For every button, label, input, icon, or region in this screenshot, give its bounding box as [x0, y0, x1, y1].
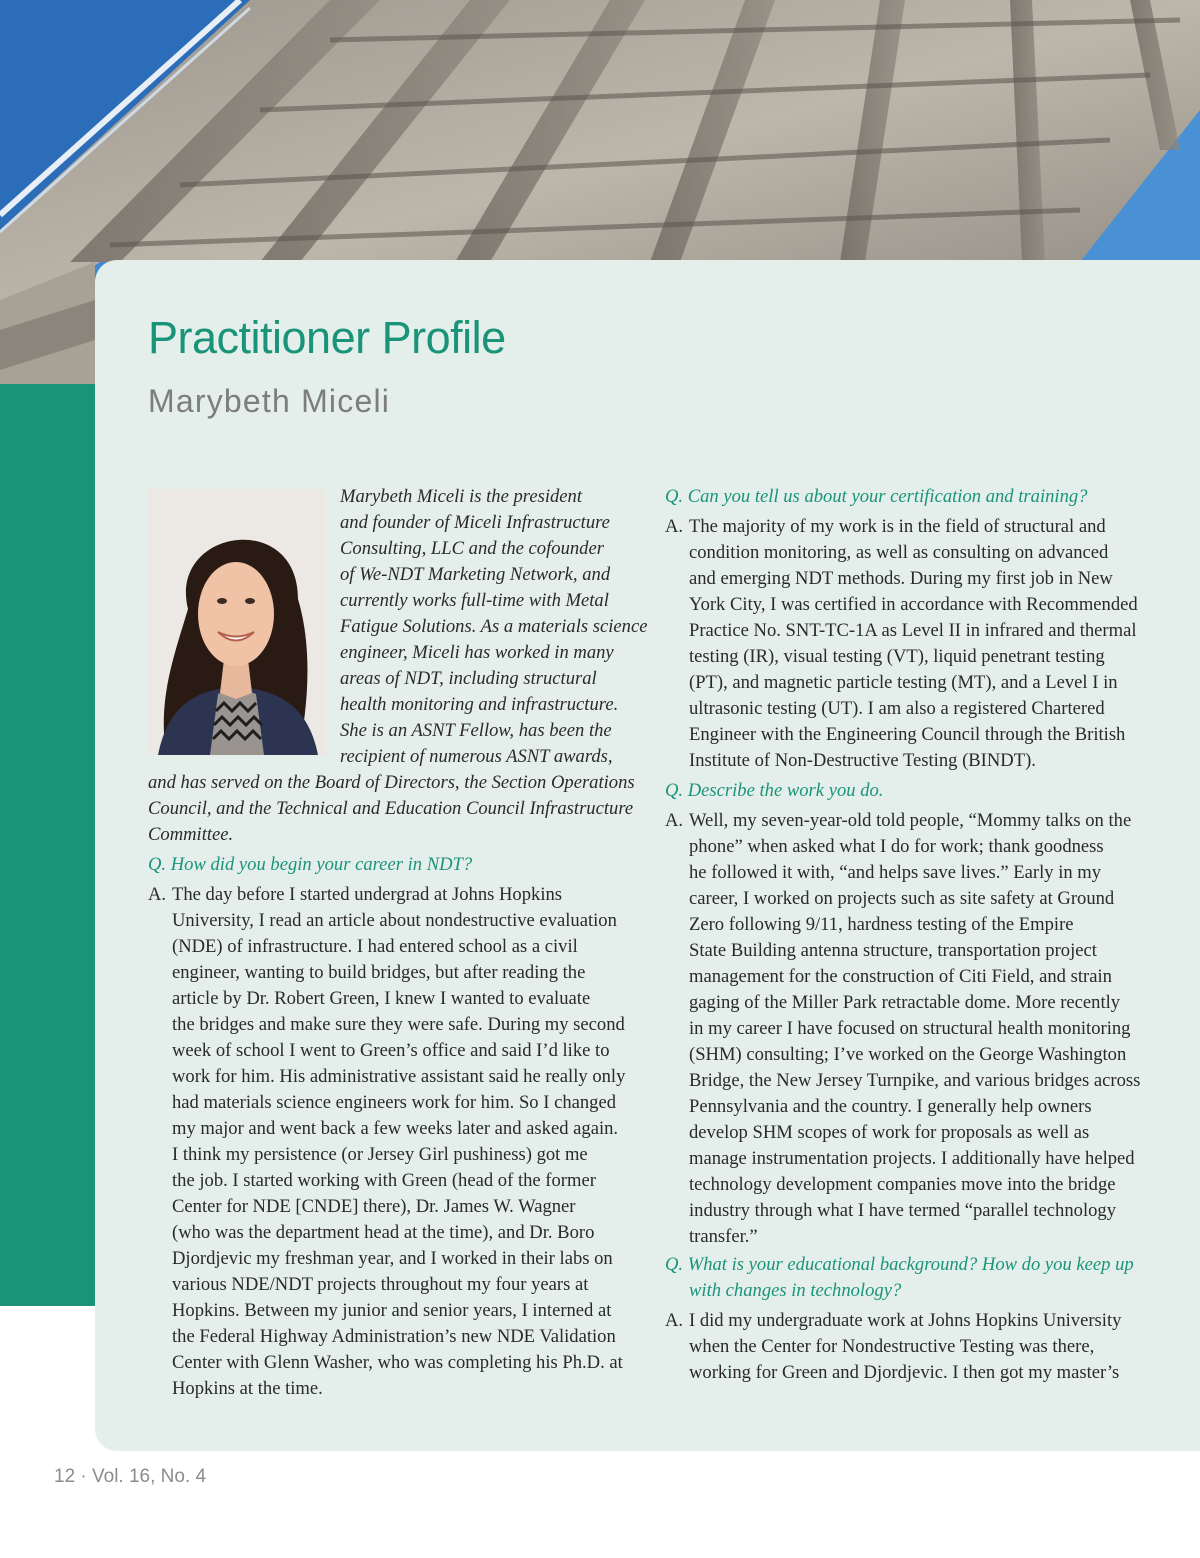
answer-line: ultrasonic testing (UT). I am also a registered Chartered: [689, 698, 1105, 719]
answer-line: the bridges and make sure they were safe. During my second: [172, 1014, 625, 1035]
answer-line: Well, my seven-year-old told people, “Mommy talks on the: [689, 810, 1132, 831]
answer-line: industry through what I have termed “parallel technology: [689, 1200, 1117, 1221]
answer-line: he followed it with, “and helps save lives.” Early in my: [689, 862, 1102, 883]
answer-line: working for Green and Djordjevic. I then got my master’s: [689, 1362, 1120, 1383]
bio-line: health monitoring and infrastructure.: [340, 694, 619, 715]
answer-line: condition monitoring, as well as consulting on advanced: [689, 542, 1109, 563]
bio-line: of We-NDT Marketing Network, and: [340, 564, 611, 585]
answer-marker: A.: [665, 810, 684, 831]
bio-line: currently works full-time with Metal: [340, 590, 609, 611]
answer-line: I did my undergraduate work at Johns Hopkins University: [689, 1310, 1122, 1331]
answer-line: when the Center for Nondestructive Testing was there,: [689, 1336, 1095, 1357]
answer-marker: A.: [148, 884, 167, 905]
answer-line: develop SHM scopes of work for proposals as well as: [689, 1122, 1090, 1143]
answer-line: Engineer with the Engineering Council through the British: [689, 724, 1126, 745]
answer-line: Hopkins at the time.: [172, 1378, 323, 1399]
answer-line: York City, I was certified in accordance with Recommended: [689, 594, 1138, 615]
answer-line: management for the construction of Citi Field, and strain: [689, 966, 1112, 987]
answer-line: (NDE) of infrastructure. I had entered school as a civil: [172, 936, 578, 957]
bio-line: Fatigue Solutions. As a materials science: [340, 616, 648, 637]
answer-marker: A.: [665, 1310, 684, 1331]
answer-line: The majority of my work is in the field of structural and: [689, 516, 1106, 537]
bio-line: recipient of numerous ASNT awards,: [340, 746, 613, 767]
question-education: with changes in technology?: [689, 1280, 902, 1301]
answer-line: work for him. His administrative assistant said he really only: [172, 1066, 626, 1087]
answer-line: University, I read an article about nondestructive evaluation: [172, 910, 617, 931]
bio-line: She is an ASNT Fellow, has been the: [340, 720, 612, 741]
answer-line: career, I worked on projects such as site safety at Ground: [689, 888, 1115, 909]
answer-line: testing (IR), visual testing (VT), liquid penetrant testing: [689, 646, 1105, 667]
answer-line: in my career I have focused on structural health monitoring: [689, 1018, 1131, 1039]
answer-line: the Federal Highway Administration’s new NDE Validation: [172, 1326, 616, 1347]
answer-line: article by Dr. Robert Green, I knew I wanted to evaluate: [172, 988, 591, 1009]
answer-line: had materials science engineers work for him. So I changed: [172, 1092, 617, 1113]
answer-line: Practice No. SNT-TC-1A as Level II in infrared and thermal: [689, 620, 1137, 641]
answer-line: technology development companies move into the bridge: [689, 1174, 1116, 1195]
answer-line: Pennsylvania and the country. I generally help owners: [689, 1096, 1092, 1117]
answer-line: week of school I went to Green’s office and said I’d like to: [172, 1040, 610, 1061]
answer-line: I think my persistence (or Jersey Girl pushiness) got me: [172, 1144, 588, 1165]
answer-line: Center for NDE [CNDE] there), Dr. James W. Wagner: [172, 1196, 576, 1217]
answer-line: The day before I started undergrad at Johns Hopkins: [172, 884, 563, 905]
answer-line: (who was the department head at the time), and Dr. Boro: [172, 1222, 595, 1243]
bio-line: Council, and the Technical and Education Council Infrastructure: [148, 798, 634, 819]
page-folio: 12 · Vol. 16, No. 4: [54, 1466, 207, 1487]
profile-name: Marybeth Miceli: [148, 383, 391, 419]
answer-line: phone” when asked what I do for work; thank goodness: [689, 836, 1104, 857]
bio-line: areas of NDT, including structural: [340, 668, 597, 689]
bio-line: and founder of Miceli Infrastructure: [340, 512, 610, 533]
answer-line: the job. I started working with Green (head of the former: [172, 1170, 596, 1191]
answer-line: and emerging NDT methods. During my first job in New: [689, 568, 1113, 589]
answer-line: engineer, wanting to build bridges, but after reading the: [172, 962, 586, 983]
bio-line: and has served on the Board of Directors, the Section Operations: [148, 772, 635, 793]
answer-line: gaging of the Miller Park retractable dome. More recently: [689, 992, 1121, 1013]
answer-line: Djordjevic my freshman year, and I worked in their labs on: [172, 1248, 613, 1269]
bio-line: Marybeth Miceli is the president: [340, 486, 582, 507]
answer-line: Hopkins. Between my junior and senior years, I interned at: [172, 1300, 612, 1321]
answer-line: my major and went back a few weeks later and asked again.: [172, 1118, 619, 1139]
answer-line: Center with Glenn Washer, who was completing his Ph.D. at: [172, 1352, 623, 1373]
accent-side-band: [0, 384, 96, 1306]
answer-line: various NDE/NDT projects throughout my four years at: [172, 1274, 589, 1295]
answer-line: (PT), and magnetic particle testing (MT), and a Level I in: [689, 672, 1118, 693]
question-work: Q. Describe the work you do.: [665, 780, 884, 801]
answer-line: Bridge, the New Jersey Turnpike, and various bridges across: [689, 1070, 1141, 1091]
bio-line: Committee.: [148, 824, 234, 845]
answer-line: Zero following 9/11, hardness testing of the Empire: [689, 914, 1074, 935]
answer-marker: A.: [665, 516, 684, 537]
bio-line: Consulting, LLC and the cofounder: [340, 538, 604, 559]
answer-line: transfer.”: [689, 1226, 758, 1247]
answer-line: Institute of Non-Destructive Testing (BINDT).: [689, 750, 1036, 771]
question-career: Q. How did you begin your career in NDT?: [148, 854, 473, 875]
answer-line: State Building antenna structure, transportation project: [689, 940, 1097, 961]
answer-line: manage instrumentation projects. I additionally have helped: [689, 1148, 1135, 1169]
portrait-illustration: [148, 489, 326, 755]
page-title: Practitioner Profile: [148, 312, 506, 363]
portrait-photo: [148, 489, 326, 755]
answer-line: (SHM) consulting; I’ve worked on the George Washington: [689, 1044, 1127, 1065]
bio-line: engineer, Miceli has worked in many: [340, 642, 614, 663]
question-education: Q. What is your educational background? How do you keep up: [665, 1254, 1134, 1275]
question-certification: Q. Can you tell us about your certification and training?: [665, 486, 1088, 507]
